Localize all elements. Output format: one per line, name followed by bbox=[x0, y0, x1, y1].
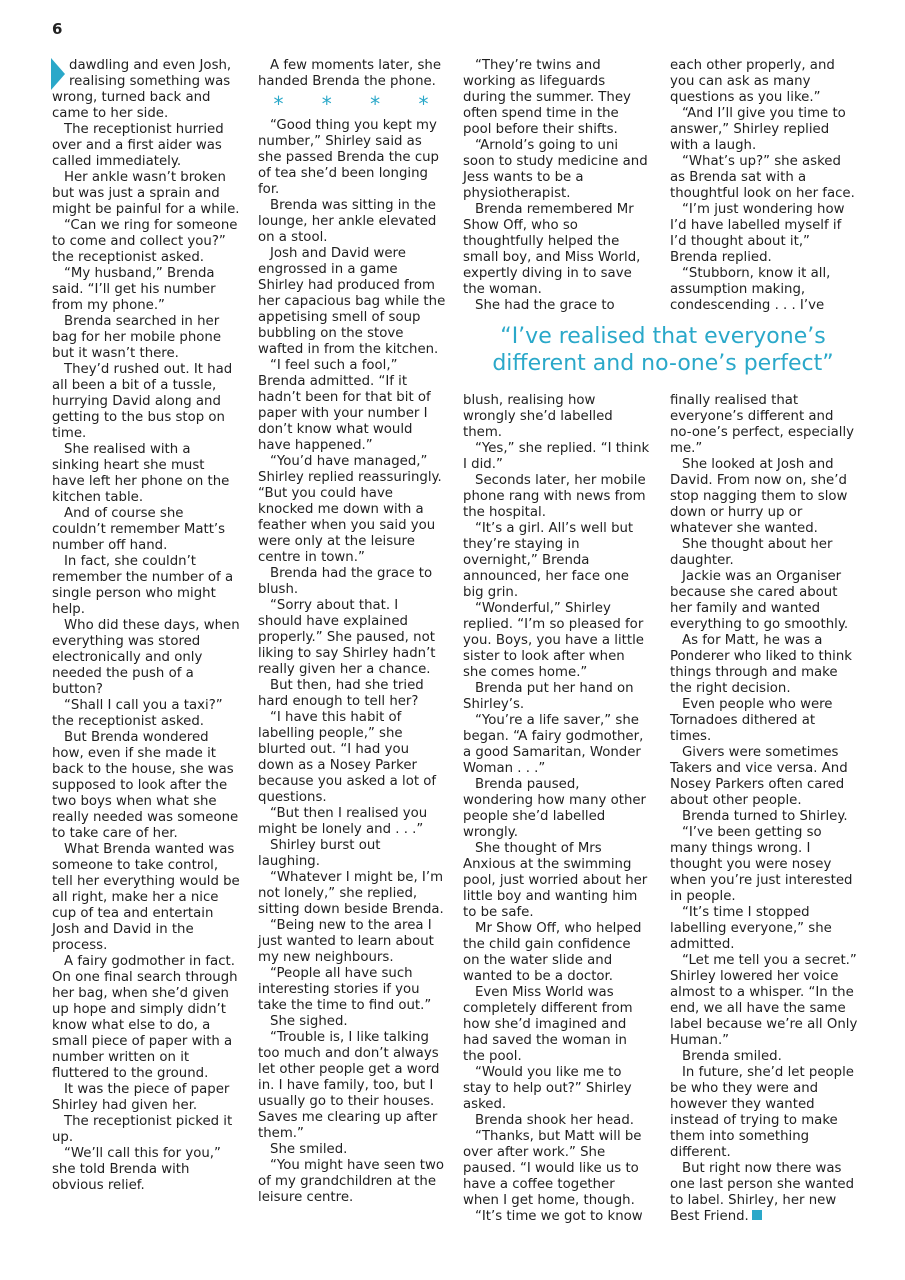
paragraph: Givers were sometimes Takers and vice versa. And Nosey Parkers often cared about other people. bbox=[670, 745, 848, 808]
paragraph: But then, had she tried hard enough to tell her? bbox=[258, 678, 424, 709]
paragraph: Seconds later, her mobile phone rang with news from the hospital. bbox=[463, 473, 646, 520]
paragraph: “Stubborn, know it all, assumption making, condescending . . . I’ve bbox=[670, 266, 831, 313]
paragraph: Even Miss World was completely different from how she’d imagined and had saved the woman in the pool. bbox=[463, 985, 633, 1064]
paragraph: “Let me tell you a secret.” Shirley lowered her voice almost to a whisper. “In the end, we all have the same label because we’re all Only Human.” bbox=[670, 953, 858, 1048]
section-break-stars: * * * * bbox=[273, 92, 445, 116]
paragraph: “People all have such interesting stories if you take the time to find out.” bbox=[258, 966, 432, 1013]
paragraph: “You’re a life saver,” she began. “A fairy godmother, a good Samaritan, Wonder Woman . . .” bbox=[463, 713, 644, 776]
paragraph: “And I’ll give you time to answer,” Shirley replied with a laugh. bbox=[670, 106, 846, 153]
paragraph: “Arnold’s going to uni soon to study medicine and Jess wants to be a physiotherapist. bbox=[463, 138, 648, 201]
paragraph: She looked at Josh and David. From now on, she’d stop nagging them to slow down or hurry up or whatever she wanted. bbox=[670, 457, 848, 536]
paragraph: The receptionist hurried over and a first aider was called immediately. bbox=[52, 122, 224, 169]
paragraph: “You’d have managed,” Shirley replied reassuringly. “But you could have knocked me down with a feather when you said you were only at the leisure centre in town.” bbox=[258, 454, 442, 565]
paragraph: “Whatever I might be, I’m not lonely,” she replied, sitting down beside Brenda. bbox=[258, 870, 444, 917]
paragraph: Brenda was sitting in the lounge, her ankle elevated on a stool. bbox=[258, 198, 437, 245]
paragraph: Brenda smiled. bbox=[682, 1049, 782, 1064]
paragraph: She thought of Mrs Anxious at the swimming pool, just worried about her little boy and wanting him to be safe. bbox=[463, 841, 648, 920]
paragraph: She smiled. bbox=[270, 1142, 348, 1157]
paragraph: Even people who were Tornadoes dithered at times. bbox=[670, 697, 833, 744]
paragraph: As for Matt, he was a Ponderer who liked to think things through and make the right decision. bbox=[670, 633, 852, 696]
paragraph: Jackie was an Organiser because she cared about her family and wanted everything to go smoothly. bbox=[670, 569, 849, 632]
paragraph: The receptionist picked it up. bbox=[52, 1114, 233, 1145]
paragraph: “Being new to the area I just wanted to learn about my new neighbours. bbox=[258, 918, 434, 965]
paragraph: In future, she’d let people be who they were and however they wanted instead of trying to make them into something different. bbox=[670, 1065, 854, 1160]
paragraph: “My husband,” Brenda said. “I’ll get his number from my phone.” bbox=[52, 266, 216, 313]
paragraph: finally realised that everyone’s different and no-one’s perfect, especially me.” bbox=[670, 393, 855, 456]
paragraph: “Yes,” she replied. “I think I did.” bbox=[463, 441, 650, 472]
paragraph: “It’s a girl. All’s well but they’re staying in overnight,” Brenda announced, her face one big grin. bbox=[463, 521, 634, 600]
article-column-1 bbox=[52, 58, 240, 1194]
paragraph: She had the grace to bbox=[475, 298, 615, 313]
paragraph: Brenda put her hand on Shirley’s. bbox=[463, 681, 634, 712]
paragraph: Who did these days, when everything was stored electronically and only needed the push of a button? bbox=[52, 618, 240, 697]
paragraph: each other properly, and you can ask as many questions as you like.” bbox=[670, 58, 835, 105]
paragraph: “Sorry about that. I should have explained properly.” She paused, not liking to say Shirley hadn’t really given her a chance. bbox=[258, 598, 436, 677]
pull-quote: “I’ve realised that everyone’s different and no-one’s perfect” bbox=[492, 324, 834, 376]
paragraph: “I’m just wondering how I’d have labelled myself if I’d thought about it,” Brenda replied. bbox=[670, 202, 845, 265]
paragraph: Mr Show Off, who helped the child gain confidence on the water slide and wanted to be a doctor. bbox=[463, 921, 642, 984]
final-paragraph bbox=[670, 1161, 858, 1225]
article-column-3-bottom bbox=[463, 393, 651, 1225]
paragraph: “Shall I call you a taxi?” the receptionist asked. bbox=[52, 698, 223, 729]
paragraph: It was the piece of paper Shirley had given her. bbox=[52, 1082, 230, 1113]
paragraph: “You might have seen two of my grandchildren at the leisure centre. bbox=[258, 1158, 445, 1205]
paragraph: She thought about her daughter. bbox=[670, 537, 833, 568]
paragraph: What Brenda wanted was someone to take control, tell her everything would be all right, make her a nice cup of tea and entertain Josh and David in the process. bbox=[52, 842, 240, 953]
article-column-3-top bbox=[463, 58, 651, 314]
paragraph: Brenda turned to Shirley. bbox=[682, 809, 848, 824]
paragraph: “Thanks, but Matt will be over after work.” She paused. “I would like us to have a coffee together when I get home, though. bbox=[463, 1129, 642, 1208]
paragraph: “Good thing you kept my number,” Shirley said as she passed Brenda the cup of tea she’d been longing for. bbox=[258, 118, 440, 197]
paragraph: “But then I realised you might be lonely and . . .” bbox=[258, 806, 428, 837]
story-continuation-arrow-icon bbox=[51, 58, 65, 90]
paragraph: She realised with a sinking heart she must have left her phone on the kitchen table. bbox=[52, 442, 230, 505]
paragraph: Brenda paused, wondering how many other people she’d labelled wrongly. bbox=[463, 777, 647, 840]
paragraph: But Brenda wondered how, even if she made it back to the house, she was supposed to look after the two boys when what she really needed was someone to take care of her. bbox=[52, 730, 239, 841]
paragraph: Shirley burst out laughing. bbox=[258, 838, 381, 869]
article-column-4-top bbox=[670, 58, 858, 314]
paragraph: Her ankle wasn’t broken but was just a sprain and might be painful for a while. bbox=[52, 170, 240, 217]
paragraph: “I’ve been getting so many things wrong. I thought you were nosey when you’re just interested in people. bbox=[670, 825, 853, 904]
paragraph: “Wonderful,” Shirley replied. “I’m so pleased for you. Boys, you have a little sister to look after when she comes home.” bbox=[463, 601, 644, 680]
paragraph: “It’s time I stopped labelling everyone,” she admitted. bbox=[670, 905, 832, 952]
paragraph: “Would you like me to stay to help out?” Shirley asked. bbox=[463, 1065, 632, 1112]
paragraph: They’d rushed out. It had all been a bit of a tussle, hurrying David along and getting to the bus stop on time. bbox=[52, 362, 233, 441]
paragraph: Brenda searched in her bag for her mobile phone but it wasn’t there. bbox=[52, 314, 222, 361]
paragraph: She sighed. bbox=[270, 1014, 348, 1029]
paragraph: “I have this habit of labelling people,” she blurted out. “I had you down as a Nosey Parker because you asked a lot of questions. bbox=[258, 710, 437, 805]
paragraph: “I feel such a fool,” Brenda admitted. “If it hadn’t been for that bit of paper with your number I don’t know what would have happened.” bbox=[258, 358, 431, 453]
end-of-story-square-icon bbox=[752, 1210, 762, 1220]
paragraph: dawdling and even Josh, realising something was wrong, turned back and came to her side. bbox=[52, 58, 232, 121]
paragraph: “They’re twins and working as lifeguards during the summer. They often spend time in the pool before their shifts. bbox=[463, 58, 631, 137]
final-paragraph-text: But right now there was one last person she wanted to label. Shirley, her new Best Friend. bbox=[670, 1161, 855, 1224]
paragraph: “Can we ring for someone to come and collect you?” the receptionist asked. bbox=[52, 218, 238, 265]
paragraph: Brenda had the grace to blush. bbox=[258, 566, 433, 597]
paragraph: Brenda shook her head. bbox=[475, 1113, 634, 1128]
paragraph: “It’s time we got to know bbox=[475, 1209, 643, 1224]
paragraph: “Trouble is, I like talking too much and don’t always let other people get a word in. I have family, too, but I usually go to their houses. Saves me clearing up after them.” bbox=[258, 1030, 440, 1141]
paragraph: In fact, she couldn’t remember the number of a single person who might help. bbox=[52, 554, 234, 617]
paragraph: blush, realising how wrongly she’d labelled them. bbox=[463, 393, 613, 440]
article-column-4-bottom bbox=[670, 393, 858, 1225]
page-number: 6 bbox=[52, 20, 63, 38]
paragraph: Brenda remembered Mr Show Off, who so thoughtfully helped the small boy, and Miss World, expertly diving in to save the woman. bbox=[463, 202, 641, 297]
paragraph: Josh and David were engrossed in a game Shirley had produced from her capacious bag while the appetising smell of soup bubbling on the stove wafted in from the kitchen. bbox=[258, 246, 446, 357]
paragraph: And of course she couldn’t remember Matt’s number off hand. bbox=[52, 506, 226, 553]
paragraph: A fairy godmother in fact. On one final search through her bag, when she’d given up hope and simply didn’t know what else to do, a small piece of paper with a number written on it fluttered to the ground. bbox=[52, 954, 238, 1081]
paragraph: “What’s up?” she asked as Brenda sat with a thoughtful look on her face. bbox=[670, 154, 855, 201]
article-column-2 bbox=[258, 58, 446, 1206]
paragraph: “We’ll call this for you,” she told Brenda with obvious relief. bbox=[52, 1146, 221, 1193]
paragraph: A few moments later, she handed Brenda the phone. bbox=[258, 58, 441, 89]
